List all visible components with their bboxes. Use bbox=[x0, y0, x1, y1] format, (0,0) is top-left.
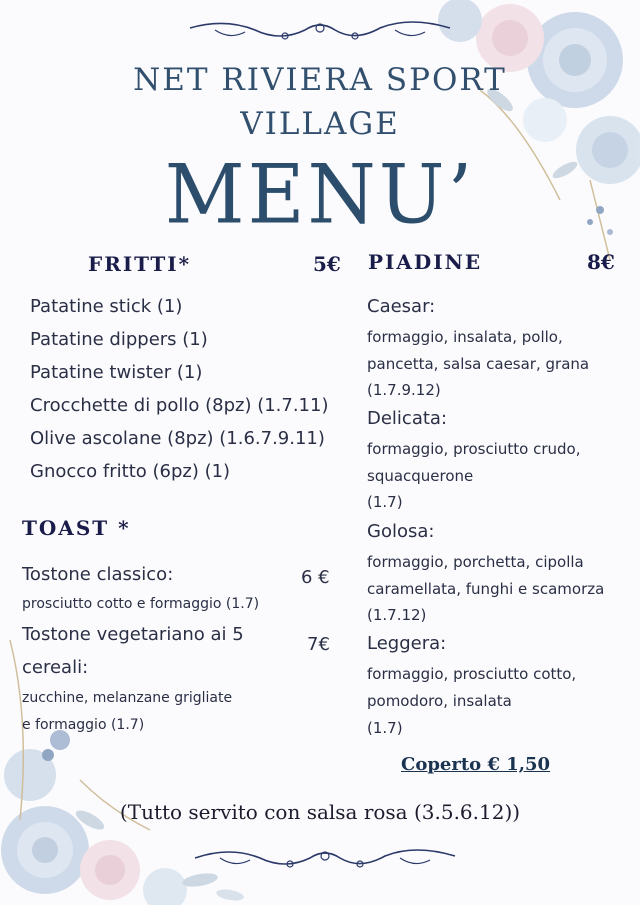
brand-line-2: VILLAGE bbox=[240, 106, 400, 142]
brand-line-1: NET RIVIERA SPORT bbox=[133, 62, 507, 98]
fritti-price: 5€ bbox=[313, 252, 341, 276]
piadina-allergens: (1.7) bbox=[367, 493, 403, 511]
piadina-desc: squacquerone bbox=[367, 467, 474, 485]
bottom-flourish-ornament bbox=[190, 840, 460, 874]
toast-item-price: 6 € bbox=[301, 567, 330, 588]
toast-item-desc: prosciutto cotto e formaggio (1.7) bbox=[22, 596, 260, 612]
piadina-allergens: (1.7) bbox=[367, 719, 403, 737]
page-title: MENU’ bbox=[164, 147, 476, 243]
coperto-price: Coperto € 1,50 bbox=[401, 754, 551, 775]
piadina-allergens: (1.7.9.12) bbox=[367, 381, 441, 399]
piadina-name: Leggera: bbox=[367, 633, 447, 654]
toast-item-name: Tostone vegetariano ai 5 bbox=[22, 624, 244, 645]
piadina-desc: pancetta, salsa caesar, grana bbox=[367, 355, 590, 373]
piadina-desc: formaggio, prosciutto crudo, bbox=[367, 440, 581, 458]
toast-item-name-cont: cereali: bbox=[22, 657, 89, 678]
piadine-heading: PIADINE bbox=[368, 250, 483, 274]
toast-item-desc: zucchine, melanzane grigliate bbox=[22, 690, 233, 706]
piadine-price: 8€ bbox=[587, 250, 615, 274]
piadina-desc: formaggio, insalata, pollo, bbox=[367, 328, 563, 346]
fritti-item: Crocchette di pollo (8pz) (1.7.11) bbox=[30, 395, 329, 416]
fritti-item: Patatine twister (1) bbox=[30, 362, 203, 383]
piadina-desc: formaggio, prosciutto cotto, bbox=[367, 665, 577, 683]
fritti-heading: FRITTI* bbox=[88, 252, 192, 276]
piadina-desc: caramellata, funghi e scamorza bbox=[367, 580, 605, 598]
piadina-desc: pomodoro, insalata bbox=[367, 692, 512, 710]
toast-item-name: Tostone classico: bbox=[22, 564, 174, 585]
toast-item-desc-cont: e formaggio (1.7) bbox=[22, 717, 145, 733]
fritti-item: Patatine dippers (1) bbox=[30, 329, 208, 350]
piadina-allergens: (1.7.12) bbox=[367, 606, 427, 624]
toast-item-price: 7€ bbox=[307, 634, 330, 655]
top-flourish-ornament bbox=[185, 14, 455, 48]
sauce-note: (Tutto servito con salsa rosa (3.5.6.12)) bbox=[119, 800, 521, 824]
fritti-item: Patatine stick (1) bbox=[30, 296, 183, 317]
fritti-item: Olive ascolane (8pz) (1.6.7.9.11) bbox=[30, 428, 325, 449]
piadina-name: Caesar: bbox=[367, 296, 436, 317]
piadina-name: Golosa: bbox=[367, 521, 435, 542]
piadina-desc: formaggio, porchetta, cipolla bbox=[367, 553, 584, 571]
toast-heading: TOAST * bbox=[22, 516, 131, 540]
piadina-name: Delicata: bbox=[367, 408, 448, 429]
fritti-item: Gnocco fritto (6pz) (1) bbox=[30, 461, 231, 482]
